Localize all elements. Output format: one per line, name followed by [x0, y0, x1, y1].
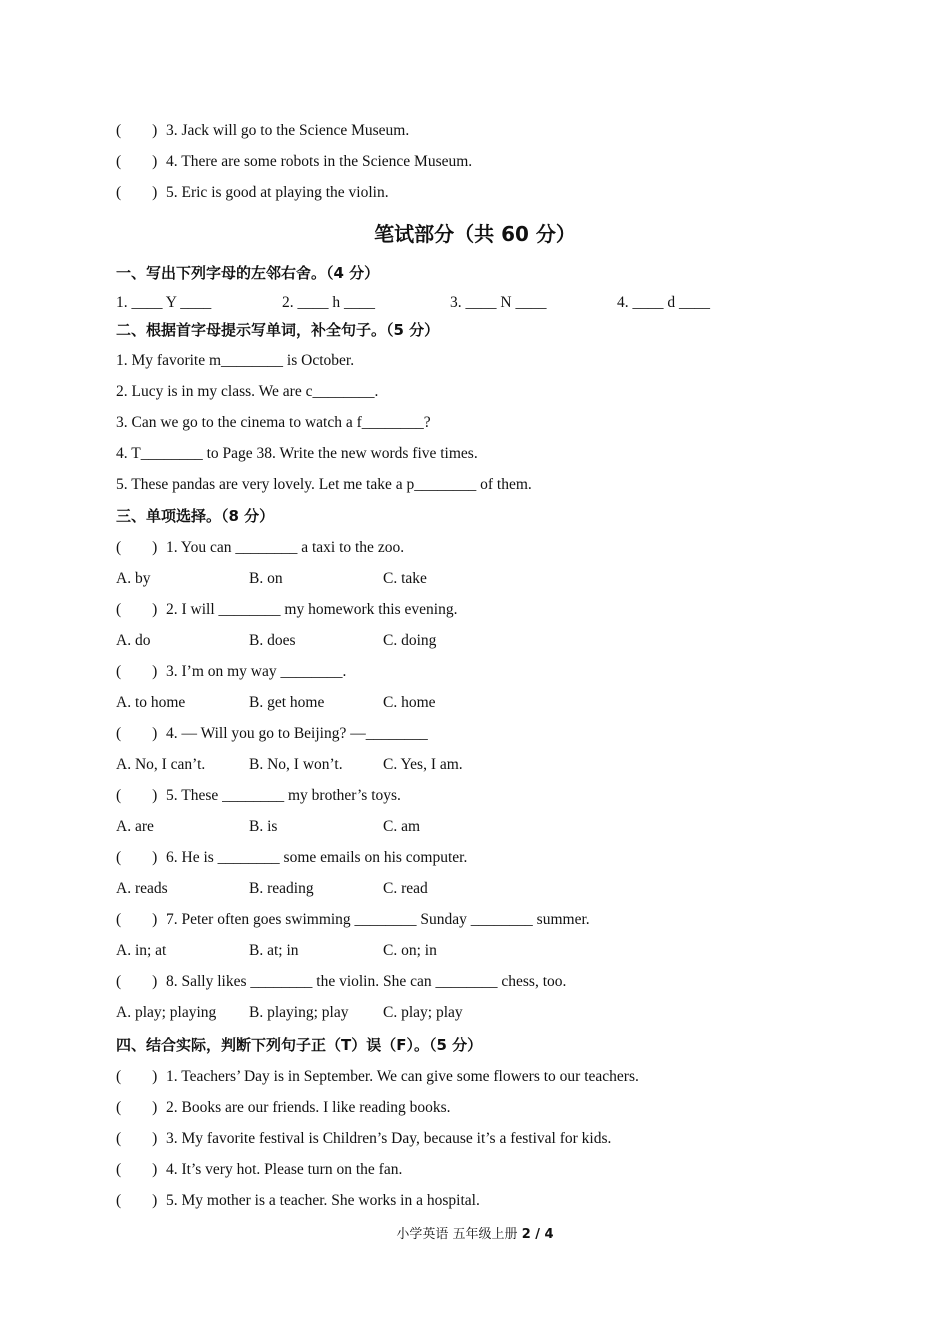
- mc-question: [116, 972, 566, 992]
- item-text: 4. It’s very hot. Please turn on the fan.: [166, 1161, 403, 1178]
- question-text: 1. You can ________ a taxi to the zoo.: [166, 539, 405, 556]
- item-text: 1. Teachers’ Day is in September. We can give some flowers to our teachers.: [166, 1068, 639, 1085]
- mc-options: [116, 693, 716, 713]
- item-text: 5. My mother is a teacher. She works in a hospital.: [166, 1192, 480, 1209]
- written-part-title: 笔试部分（共 60 分）: [374, 222, 576, 246]
- tf-item: [116, 1098, 451, 1118]
- mc-question: [116, 848, 467, 868]
- letter-row: [116, 293, 836, 313]
- letter-item: 2. ____ h ____: [282, 294, 375, 311]
- letter-item: 4. ____ d ____: [617, 294, 710, 311]
- option-a: A. do: [116, 632, 151, 649]
- option-c: C. play; play: [383, 1004, 463, 1021]
- tf-item: [116, 1129, 611, 1149]
- option-b: B. get home: [249, 694, 325, 711]
- option-c: C. take: [383, 570, 427, 587]
- footer-label: 小学英语 五年级上册: [396, 1227, 522, 1242]
- option-c: C. read: [383, 880, 428, 897]
- question-text: 3. I’m on my way ________.: [166, 663, 347, 680]
- option-a: A. No, I can’t.: [116, 756, 206, 773]
- option-b: B. on: [249, 570, 283, 587]
- item-text: 2. Books are our friends. I like reading books.: [166, 1099, 451, 1116]
- fill-item: 3. Can we go to the cinema to watch a f________?: [116, 414, 431, 431]
- answer-paren[interactable]: ( ): [116, 911, 158, 928]
- option-c: C. home: [383, 694, 436, 711]
- answer-paren[interactable]: ( ): [116, 787, 158, 804]
- letter-item: 1. ____ Y ____: [116, 294, 212, 311]
- listening-item: [116, 121, 409, 141]
- tf-item: [116, 1160, 402, 1180]
- option-c: C. on; in: [383, 942, 437, 959]
- option-b: B. at; in: [249, 942, 299, 959]
- answer-paren[interactable]: ( ): [116, 725, 158, 742]
- listening-item: [116, 152, 472, 172]
- answer-paren[interactable]: ( ): [116, 153, 158, 170]
- mc-options: [116, 569, 716, 589]
- mc-question: [116, 538, 404, 558]
- fill-item: 4. T________ to Page 38. Write the new words five times.: [116, 445, 478, 462]
- mc-options: [116, 817, 716, 837]
- answer-paren[interactable]: ( ): [116, 601, 158, 618]
- option-c: C. Yes, I am.: [383, 756, 463, 773]
- mc-options: [116, 879, 716, 899]
- question-text: 4. — Will you go to Beijing? —________: [166, 725, 428, 742]
- option-b: B. is: [249, 818, 278, 835]
- fill-item: 2. Lucy is in my class. We are c________.: [116, 383, 379, 400]
- mc-question: [116, 910, 590, 930]
- section3-heading: 三、单项选择。（8 分）: [116, 507, 275, 525]
- answer-paren[interactable]: ( ): [116, 184, 158, 201]
- option-a: A. in; at: [116, 942, 167, 959]
- mc-question: [116, 786, 401, 806]
- mc-options: [116, 631, 716, 651]
- mc-options: [116, 1003, 716, 1023]
- answer-paren[interactable]: ( ): [116, 122, 158, 139]
- option-a: A. reads: [116, 880, 168, 897]
- answer-paren[interactable]: ( ): [116, 1161, 158, 1178]
- fill-item: 1. My favorite m________ is October.: [116, 352, 355, 369]
- answer-paren[interactable]: ( ): [116, 1192, 158, 1209]
- answer-paren[interactable]: ( ): [116, 1099, 158, 1116]
- question-text: 8. Sally likes ________ the violin. She can ________ chess, too.: [166, 973, 567, 990]
- mc-question: [116, 662, 346, 682]
- item-text: 3. Jack will go to the Science Museum.: [166, 122, 410, 139]
- answer-paren[interactable]: ( ): [116, 1068, 158, 1085]
- answer-paren[interactable]: ( ): [116, 849, 158, 866]
- question-text: 2. I will ________ my homework this evening.: [166, 601, 458, 618]
- option-a: A. play; playing: [116, 1004, 217, 1021]
- page-footer: [0, 1226, 950, 1244]
- mc-options: [116, 755, 716, 775]
- tf-item: [116, 1067, 639, 1087]
- question-text: 7. Peter often goes swimming ________ Sunday ________ summer.: [166, 911, 590, 928]
- option-b: B. reading: [249, 880, 314, 897]
- answer-paren[interactable]: ( ): [116, 973, 158, 990]
- section1-heading: 一、写出下列字母的左邻右舍。（4 分）: [116, 264, 380, 282]
- option-a: A. to home: [116, 694, 186, 711]
- listening-item: [116, 183, 389, 203]
- option-b: B. does: [249, 632, 296, 649]
- letter-item: 3. ____ N ____: [450, 294, 547, 311]
- option-a: A. are: [116, 818, 154, 835]
- mc-question: [116, 724, 428, 744]
- option-b: B. No, I won’t.: [249, 756, 343, 773]
- fill-item: 5. These pandas are very lovely. Let me take a p________ of them.: [116, 476, 532, 493]
- option-c: C. am: [383, 818, 421, 835]
- answer-paren[interactable]: ( ): [116, 539, 158, 556]
- section2-heading: 二、根据首字母提示写单词，补全句子。（5 分）: [116, 321, 440, 339]
- question-text: 6. He is ________ some emails on his computer.: [166, 849, 468, 866]
- page-number: 2 / 4: [521, 1227, 554, 1242]
- section4-heading: 四、结合实际，判断下列句子正（T）误（F）。（5 分）: [116, 1036, 483, 1054]
- option-c: C. doing: [383, 632, 437, 649]
- answer-paren[interactable]: ( ): [116, 663, 158, 680]
- mc-options: [116, 941, 716, 961]
- tf-item: [116, 1191, 480, 1211]
- item-text: 4. There are some robots in the Science Museum.: [166, 153, 473, 170]
- answer-paren[interactable]: ( ): [116, 1130, 158, 1147]
- mc-question: [116, 600, 457, 620]
- question-text: 5. These ________ my brother’s toys.: [166, 787, 401, 804]
- option-a: A. by: [116, 570, 151, 587]
- option-b: B. playing; play: [249, 1004, 349, 1021]
- item-text: 5. Eric is good at playing the violin.: [166, 184, 389, 201]
- item-text: 3. My favorite festival is Children’s Day, because it’s a festival for kids.: [166, 1130, 612, 1147]
